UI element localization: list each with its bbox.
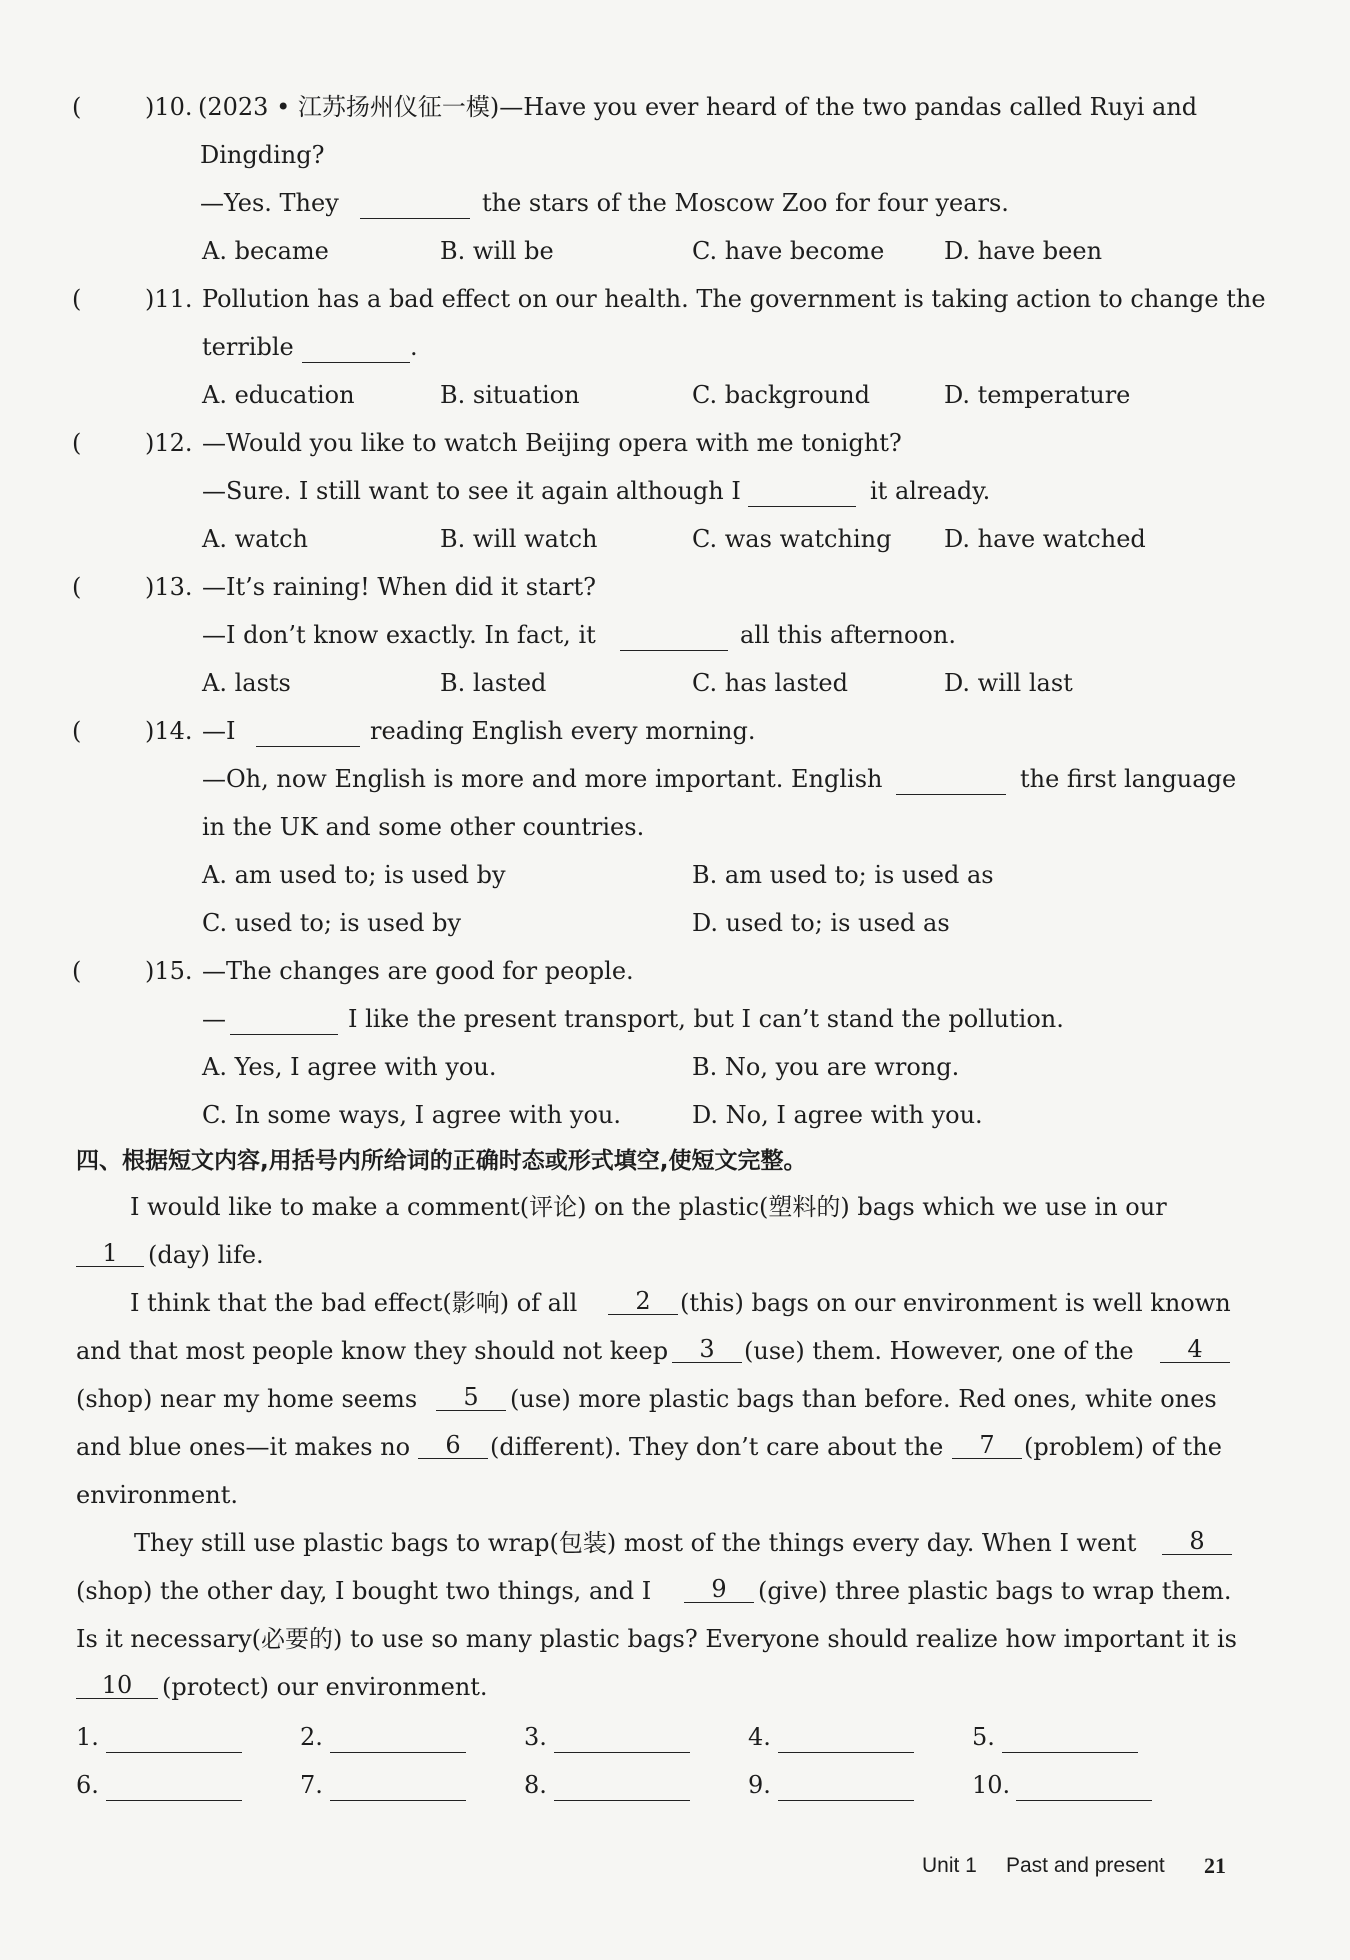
passage-text: (this) bags on our environment is well known [680,1289,1231,1317]
option-d[interactable]: D. will last [944,669,1073,697]
passage-text: (day) life. [148,1241,264,1269]
numbered-blank[interactable]: 9 [684,1576,754,1603]
passage-text: (use) more plastic bags than before. Red ones, white ones [510,1385,1217,1413]
passage-text: (different). They don’t care about the [490,1433,944,1461]
option-c[interactable]: C. In some ways, I agree with you. [202,1101,622,1129]
answer-paren[interactable]: ( [72,429,82,457]
answer-line[interactable] [778,1778,914,1801]
option-b[interactable]: B. will be [440,237,554,265]
passage-text: (shop) the other day, I bought two things, and I [76,1577,652,1605]
option-a[interactable]: A. education [202,381,355,409]
answer-label: 7. [300,1771,323,1799]
question-text: —It’s raining! When did it start? [202,573,597,601]
question-text: —I don’t know exactly. In fact, it [202,621,596,649]
answer-label: 5. [972,1723,995,1751]
question-text: Pollution has a bad effect on our health. The government is taking action to change the [202,285,1266,313]
answer-label: 8. [524,1771,547,1799]
question-number: )15. [145,957,193,985]
option-a[interactable]: A. am used to; is used by [202,861,506,889]
numbered-blank[interactable]: 3 [672,1336,742,1363]
passage-text: I think that the bad effect(影响) of all [130,1289,578,1317]
option-d[interactable]: D. have been [944,237,1103,265]
question-text: . [410,333,418,361]
reply-text: the stars of the Moscow Zoo for four years. [482,189,1009,217]
question-text: —I [202,717,236,745]
answer-paren[interactable]: ( [72,285,82,313]
question-text: —The changes are good for people. [202,957,634,985]
question-text: —Would you like to watch Beijing opera with me tonight? [202,429,902,457]
question-text: (2023 • 江苏扬州仪征一模)—Have you ever heard of the two pandas called Ruyi and [198,93,1198,121]
answer-label: 1. [76,1723,99,1751]
passage-text: (use) them. However, one of the [744,1337,1134,1365]
answer-label: 9. [748,1771,771,1799]
question-text: — [202,1005,226,1033]
numbered-blank[interactable]: 8 [1162,1528,1232,1555]
blank[interactable] [302,340,410,363]
answer-label: 4. [748,1723,771,1751]
passage-text: Is it necessary(必要的) to use so many plastic bags? Everyone should realize how important it is [76,1625,1237,1653]
blank[interactable] [256,724,360,747]
numbered-blank[interactable]: 6 [418,1432,488,1459]
option-c[interactable]: C. used to; is used by [202,909,462,937]
answer-line[interactable] [1016,1778,1152,1801]
question-text: I like the present transport, but I can’t stand the pollution. [348,1005,1064,1033]
question-text: —Sure. I still want to see it again although I [202,477,741,505]
answer-line[interactable] [330,1730,466,1753]
numbered-blank[interactable]: 5 [436,1384,506,1411]
blank[interactable] [620,628,728,651]
reply-text: —Yes. They [200,189,339,217]
answer-paren[interactable]: ( [72,717,82,745]
answer-line[interactable] [106,1778,242,1801]
page-number: 21 [1204,1853,1226,1878]
answer-line[interactable] [106,1730,242,1753]
question-number: )13. [145,573,193,601]
option-d[interactable]: D. No, I agree with you. [692,1101,983,1129]
blank[interactable] [230,1012,338,1035]
question-text: reading English every morning. [370,717,756,745]
answer-line[interactable] [554,1730,690,1753]
option-c[interactable]: C. has lasted [692,669,848,697]
question-text: in the UK and some other countries. [202,813,645,841]
question-text: it already. [870,477,991,505]
passage-text: They still use plastic bags to wrap(包装) most of the things every day. When I went [134,1529,1137,1557]
answer-label: 10. [972,1771,1011,1799]
question-number: )14. [145,717,193,745]
question-number: )10. [145,93,193,121]
answer-label: 3. [524,1723,547,1751]
answer-line[interactable] [554,1778,690,1801]
answer-paren[interactable]: ( [72,573,82,601]
numbered-blank[interactable]: 4 [1160,1336,1230,1363]
question-text: Dingding? [200,141,325,169]
passage-text: I would like to make a comment(评论) on the plastic(塑料的) bags which we use in our [130,1193,1167,1221]
question-text: —Oh, now English is more and more important. English [202,765,883,793]
option-d[interactable]: D. have watched [944,525,1146,553]
option-c[interactable]: C. was watching [692,525,892,553]
option-c[interactable]: C. have become [692,237,885,265]
answer-paren[interactable]: ( [72,93,82,121]
option-b[interactable]: B. am used to; is used as [692,861,994,889]
numbered-blank[interactable]: 7 [952,1432,1022,1459]
numbered-blank[interactable]: 2 [608,1288,678,1315]
passage-text: (problem) of the [1024,1433,1222,1461]
option-b[interactable]: B. lasted [440,669,547,697]
answer-label: 6. [76,1771,99,1799]
question-text: terrible [202,333,294,361]
passage-text: and blue ones—it makes no [76,1433,411,1461]
passage-text: (give) three plastic bags to wrap them. [758,1577,1232,1605]
answer-line[interactable] [330,1778,466,1801]
footer-unit: Unit 1 [922,1854,977,1877]
numbered-blank[interactable]: 1 [76,1240,144,1267]
answer-label: 2. [300,1723,323,1751]
option-c[interactable]: C. background [692,381,870,409]
option-a[interactable]: A. Yes, I agree with you. [202,1053,497,1081]
section-title: 四、根据短文内容,用括号内所给词的正确时态或形式填空,使短文完整。 [76,1148,807,1174]
option-b[interactable]: B. No, you are wrong. [692,1053,960,1081]
option-d[interactable]: D. temperature [944,381,1131,409]
question-text: all this afternoon. [740,621,956,649]
option-b[interactable]: B. situation [440,381,580,409]
numbered-blank[interactable]: 10 [76,1672,158,1699]
option-a[interactable]: A. lasts [202,669,291,697]
blank[interactable] [748,484,856,507]
footer-title: Past and present [1006,1854,1165,1877]
question-text: the first language [1020,765,1237,793]
blank[interactable] [360,196,470,219]
question-number: )11. [145,285,193,313]
option-d[interactable]: D. used to; is used as [692,909,950,937]
passage-text: environment. [76,1481,238,1509]
answer-paren[interactable]: ( [72,957,82,985]
answer-line[interactable] [1002,1730,1138,1753]
answer-line[interactable] [778,1730,914,1753]
passage-text: (shop) near my home seems [76,1385,418,1413]
option-a[interactable]: A. watch [202,525,308,553]
passage-text: and that most people know they should not keep [76,1337,669,1365]
blank[interactable] [896,772,1006,795]
passage-text: (protect) our environment. [162,1673,488,1701]
question-number: )12. [145,429,193,457]
option-a[interactable]: A. became [202,237,329,265]
option-b[interactable]: B. will watch [440,525,598,553]
